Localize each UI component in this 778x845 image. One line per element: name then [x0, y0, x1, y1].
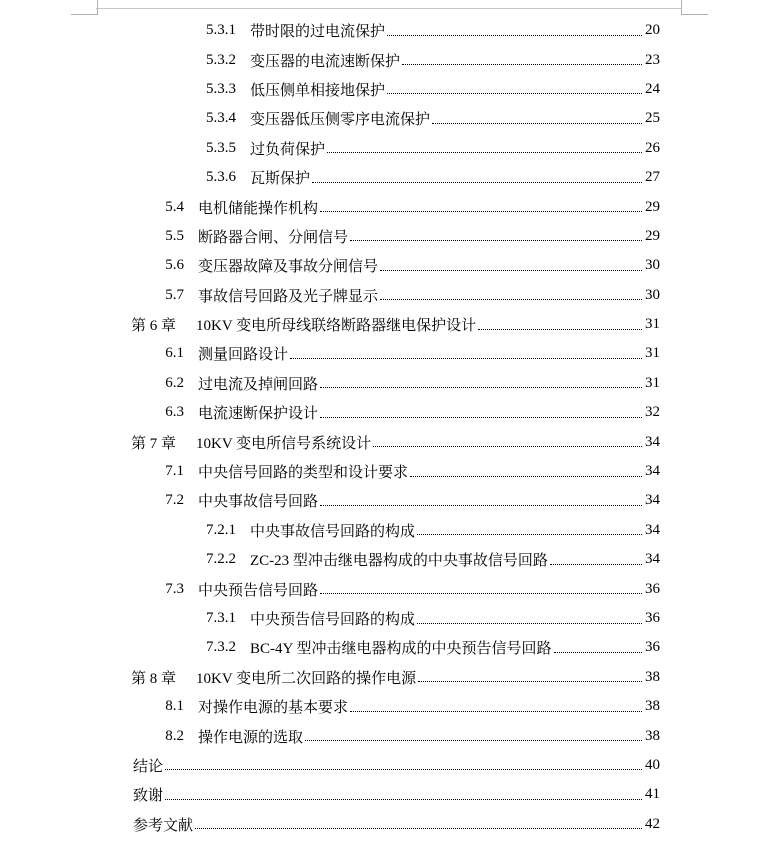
toc-section-title: 10KV 变电所二次回路的操作电源 — [196, 670, 417, 687]
toc-entry-link[interactable] — [128, 402, 660, 423]
toc-section-title: 中央信号回路的类型和设计要求 — [198, 465, 409, 482]
toc-section-title: BC-4Y 型冲击继电器构成的中央预告信号回路 — [250, 641, 552, 658]
page-top-edge — [96, 0, 682, 9]
toc-dot-leader — [417, 533, 642, 535]
toc-section-title: 致谢 — [133, 788, 164, 805]
toc-entry-link[interactable] — [128, 167, 660, 188]
toc-entry-link[interactable] — [128, 108, 660, 129]
toc-section-title: 电流速断保护设计 — [198, 406, 319, 423]
toc-page-number: 34 — [645, 551, 660, 568]
toc-section-title: 断路器合闸、分闸信号 — [198, 229, 349, 246]
toc-entry-link[interactable] — [128, 549, 660, 570]
toc-row — [0, 721, 778, 750]
toc-section-number: 5.3.5 — [206, 139, 236, 156]
toc-section-title: 中央预告信号回路的构成 — [250, 612, 416, 628]
toc-dot-leader — [418, 680, 642, 682]
toc-page-number: 31 — [645, 345, 660, 362]
toc-page-number: 29 — [645, 227, 660, 244]
toc-page-number: 36 — [645, 580, 660, 597]
toc-page-number: 41 — [645, 786, 660, 803]
toc-section-title: ZC-23 型冲击继电器构成的中央事故信号回路 — [250, 553, 548, 570]
toc-page-number: 38 — [645, 698, 660, 715]
toc-section-number: 5.3.3 — [206, 80, 236, 97]
toc-row — [0, 104, 778, 133]
toc-page-number: 30 — [645, 286, 660, 303]
toc-row — [0, 545, 778, 574]
toc-section-title: 操作电源的选取 — [198, 729, 304, 746]
toc-section-title: 过电流及掉闸回路 — [198, 376, 319, 393]
toc-dot-leader — [402, 63, 642, 65]
toc-section-title: 10KV 变电所母线联络断路器继电保护设计 — [196, 318, 477, 335]
toc-row — [0, 486, 778, 515]
toc-page-number: 27 — [645, 169, 660, 186]
toc-section-number: 8.1 — [165, 698, 184, 715]
toc-section-title: 变压器故障及事故分闸信号 — [198, 259, 379, 276]
toc-section-number: 5.6 — [165, 257, 184, 274]
toc-page-number: 26 — [645, 139, 660, 156]
toc-entry-link[interactable] — [128, 490, 660, 511]
toc-row — [0, 16, 778, 45]
toc-row — [0, 163, 778, 192]
toc-page-number: 23 — [645, 51, 660, 68]
toc-dot-leader — [373, 445, 642, 447]
toc-page-number: 31 — [645, 374, 660, 391]
toc-dot-leader — [320, 416, 642, 418]
toc-row — [0, 398, 778, 427]
toc-page-number: 32 — [645, 404, 660, 421]
toc-dot-leader — [320, 386, 642, 388]
toc-row — [0, 751, 778, 780]
toc-entry-link[interactable] — [128, 226, 660, 247]
toc-dot-leader — [312, 181, 642, 183]
toc-section-title: 测量回路设计 — [198, 347, 289, 364]
toc-row — [0, 663, 778, 692]
toc-section-title: 结论 — [133, 758, 164, 775]
toc-dot-leader — [320, 592, 642, 594]
toc-dot-leader — [350, 239, 642, 241]
toc-dot-leader — [380, 269, 642, 271]
toc-page-number: 38 — [645, 668, 660, 685]
toc-dot-leader — [327, 151, 642, 153]
toc-entry-link[interactable] — [128, 520, 660, 541]
toc-section-number: 7.2.2 — [206, 551, 236, 568]
toc-row — [0, 780, 778, 809]
toc-row — [0, 339, 778, 368]
toc-page-number: 24 — [645, 80, 660, 97]
toc-section-title: 低压侧单相接地保护 — [250, 82, 386, 99]
toc-section-title: 过负荷保护 — [250, 141, 326, 158]
toc-page-number: 29 — [645, 198, 660, 215]
toc-section-number: 7.1 — [165, 463, 184, 480]
toc-entry-link[interactable] — [128, 432, 660, 453]
toc-entry-link[interactable] — [128, 255, 660, 276]
toc-section-number: 7.3.2 — [206, 639, 236, 656]
toc-page-number: 42 — [645, 815, 660, 832]
toc-row — [0, 75, 778, 104]
toc-section-number: 6.1 — [165, 345, 184, 362]
toc-section-number: 第 8 章 — [131, 670, 177, 687]
toc-row — [0, 692, 778, 721]
toc-row — [0, 251, 778, 280]
toc-dot-leader — [478, 328, 642, 330]
toc-row — [0, 192, 778, 221]
toc-entry-link[interactable] — [133, 784, 660, 805]
toc-row — [0, 134, 778, 163]
toc-section-title: 变压器低压侧零序电流保护 — [250, 112, 431, 129]
toc-dot-leader — [417, 622, 642, 624]
toc-row — [0, 369, 778, 398]
toc-entry-link[interactable] — [128, 637, 660, 658]
toc-section-title: 中央事故信号回路 — [198, 494, 319, 511]
toc-section-number: 5.3.1 — [206, 22, 236, 39]
toc-row — [0, 516, 778, 545]
toc-page-number: 34 — [645, 521, 660, 538]
toc-entry-link[interactable] — [128, 696, 660, 717]
toc-section-number: 7.2 — [165, 492, 184, 509]
toc-section-number: 5.5 — [165, 227, 184, 244]
toc-page-number: 38 — [645, 727, 660, 744]
toc-dot-leader — [320, 210, 642, 212]
table-of-contents — [0, 16, 778, 839]
toc-section-title: 中央事故信号回路的构成 — [250, 523, 416, 540]
toc-section-number: 7.3.1 — [206, 610, 236, 626]
toc-dot-leader — [165, 798, 642, 800]
toc-row — [0, 281, 778, 310]
toc-section-number: 5.4 — [165, 198, 184, 215]
toc-dot-leader — [165, 768, 642, 770]
toc-dot-leader — [380, 298, 642, 300]
toc-section-title: 对操作电源的基本要求 — [198, 700, 349, 717]
toc-entry-link[interactable] — [128, 79, 660, 100]
toc-page-number: 36 — [645, 610, 660, 626]
toc-row — [0, 457, 778, 486]
toc-entry-link[interactable] — [128, 50, 660, 71]
toc-dot-leader — [195, 827, 642, 829]
toc-entry-link[interactable] — [133, 755, 660, 776]
toc-dot-leader — [320, 504, 642, 506]
toc-row — [0, 604, 778, 633]
toc-section-title: 电机储能操作机构 — [198, 200, 319, 217]
toc-section-title: 中央预告信号回路 — [198, 582, 319, 599]
toc-entry-link[interactable] — [128, 667, 660, 688]
toc-section-number: 第 6 章 — [131, 318, 177, 335]
toc-dot-leader — [432, 122, 642, 124]
toc-entry-link[interactable] — [128, 608, 660, 629]
toc-section-number: 6.2 — [165, 374, 184, 391]
toc-page-number: 31 — [645, 316, 660, 333]
toc-entry-link[interactable] — [128, 579, 660, 600]
toc-row — [0, 310, 778, 339]
toc-entry-link[interactable] — [128, 285, 660, 306]
toc-section-number: 5.3.2 — [206, 51, 236, 68]
toc-entry-link[interactable] — [128, 343, 660, 364]
toc-dot-leader — [290, 357, 642, 359]
toc-section-title: 带时限的过电流保护 — [250, 24, 386, 41]
toc-section-number: 5.7 — [165, 286, 184, 303]
page-corner-mark-left — [71, 0, 98, 15]
toc-entry-link[interactable] — [128, 138, 660, 159]
toc-dot-leader — [305, 739, 642, 741]
toc-entry-link[interactable] — [128, 726, 660, 747]
toc-page-number: 34 — [645, 433, 660, 450]
toc-entry-link[interactable] — [128, 314, 660, 335]
toc-entry-link[interactable] — [128, 373, 660, 394]
toc-entry-link[interactable] — [128, 461, 660, 482]
toc-page-number: 30 — [645, 257, 660, 274]
toc-dot-leader — [410, 475, 642, 477]
toc-section-number: 8.2 — [165, 727, 184, 744]
toc-row — [0, 427, 778, 456]
page-corner-mark-right — [681, 0, 708, 15]
toc-section-number: 7.2.1 — [206, 521, 236, 538]
toc-section-title: 事故信号回路及光子牌显示 — [198, 288, 379, 305]
toc-dot-leader — [387, 92, 642, 94]
toc-row — [0, 633, 778, 662]
toc-page-number: 20 — [645, 22, 660, 39]
toc-dot-leader — [387, 34, 642, 36]
toc-page-number: 25 — [645, 110, 660, 127]
toc-row — [0, 45, 778, 74]
toc-section-title: 10KV 变电所信号系统设计 — [196, 435, 372, 452]
toc-row — [0, 810, 778, 839]
toc-page-number: 34 — [645, 463, 660, 480]
toc-entry-link[interactable] — [128, 20, 660, 41]
toc-section-number: 第 7 章 — [131, 435, 177, 452]
toc-page-number: 36 — [645, 639, 660, 656]
toc-row — [0, 574, 778, 603]
toc-section-title: 参考文献 — [133, 817, 194, 834]
toc-section-number: 7.3 — [165, 580, 184, 597]
toc-entry-link[interactable] — [128, 197, 660, 218]
toc-page-number: 40 — [645, 756, 660, 773]
toc-dot-leader — [550, 563, 642, 565]
toc-section-number: 5.3.4 — [206, 110, 236, 127]
toc-section-title: 瓦斯保护 — [250, 171, 311, 188]
toc-section-title: 变压器的电流速断保护 — [250, 53, 401, 70]
toc-entry-link[interactable] — [133, 814, 660, 835]
toc-section-number: 5.3.6 — [206, 169, 236, 186]
toc-dot-leader — [554, 651, 642, 653]
toc-row — [0, 222, 778, 251]
toc-dot-leader — [350, 710, 642, 712]
toc-section-number: 6.3 — [165, 404, 184, 421]
toc-page-number: 34 — [645, 492, 660, 509]
